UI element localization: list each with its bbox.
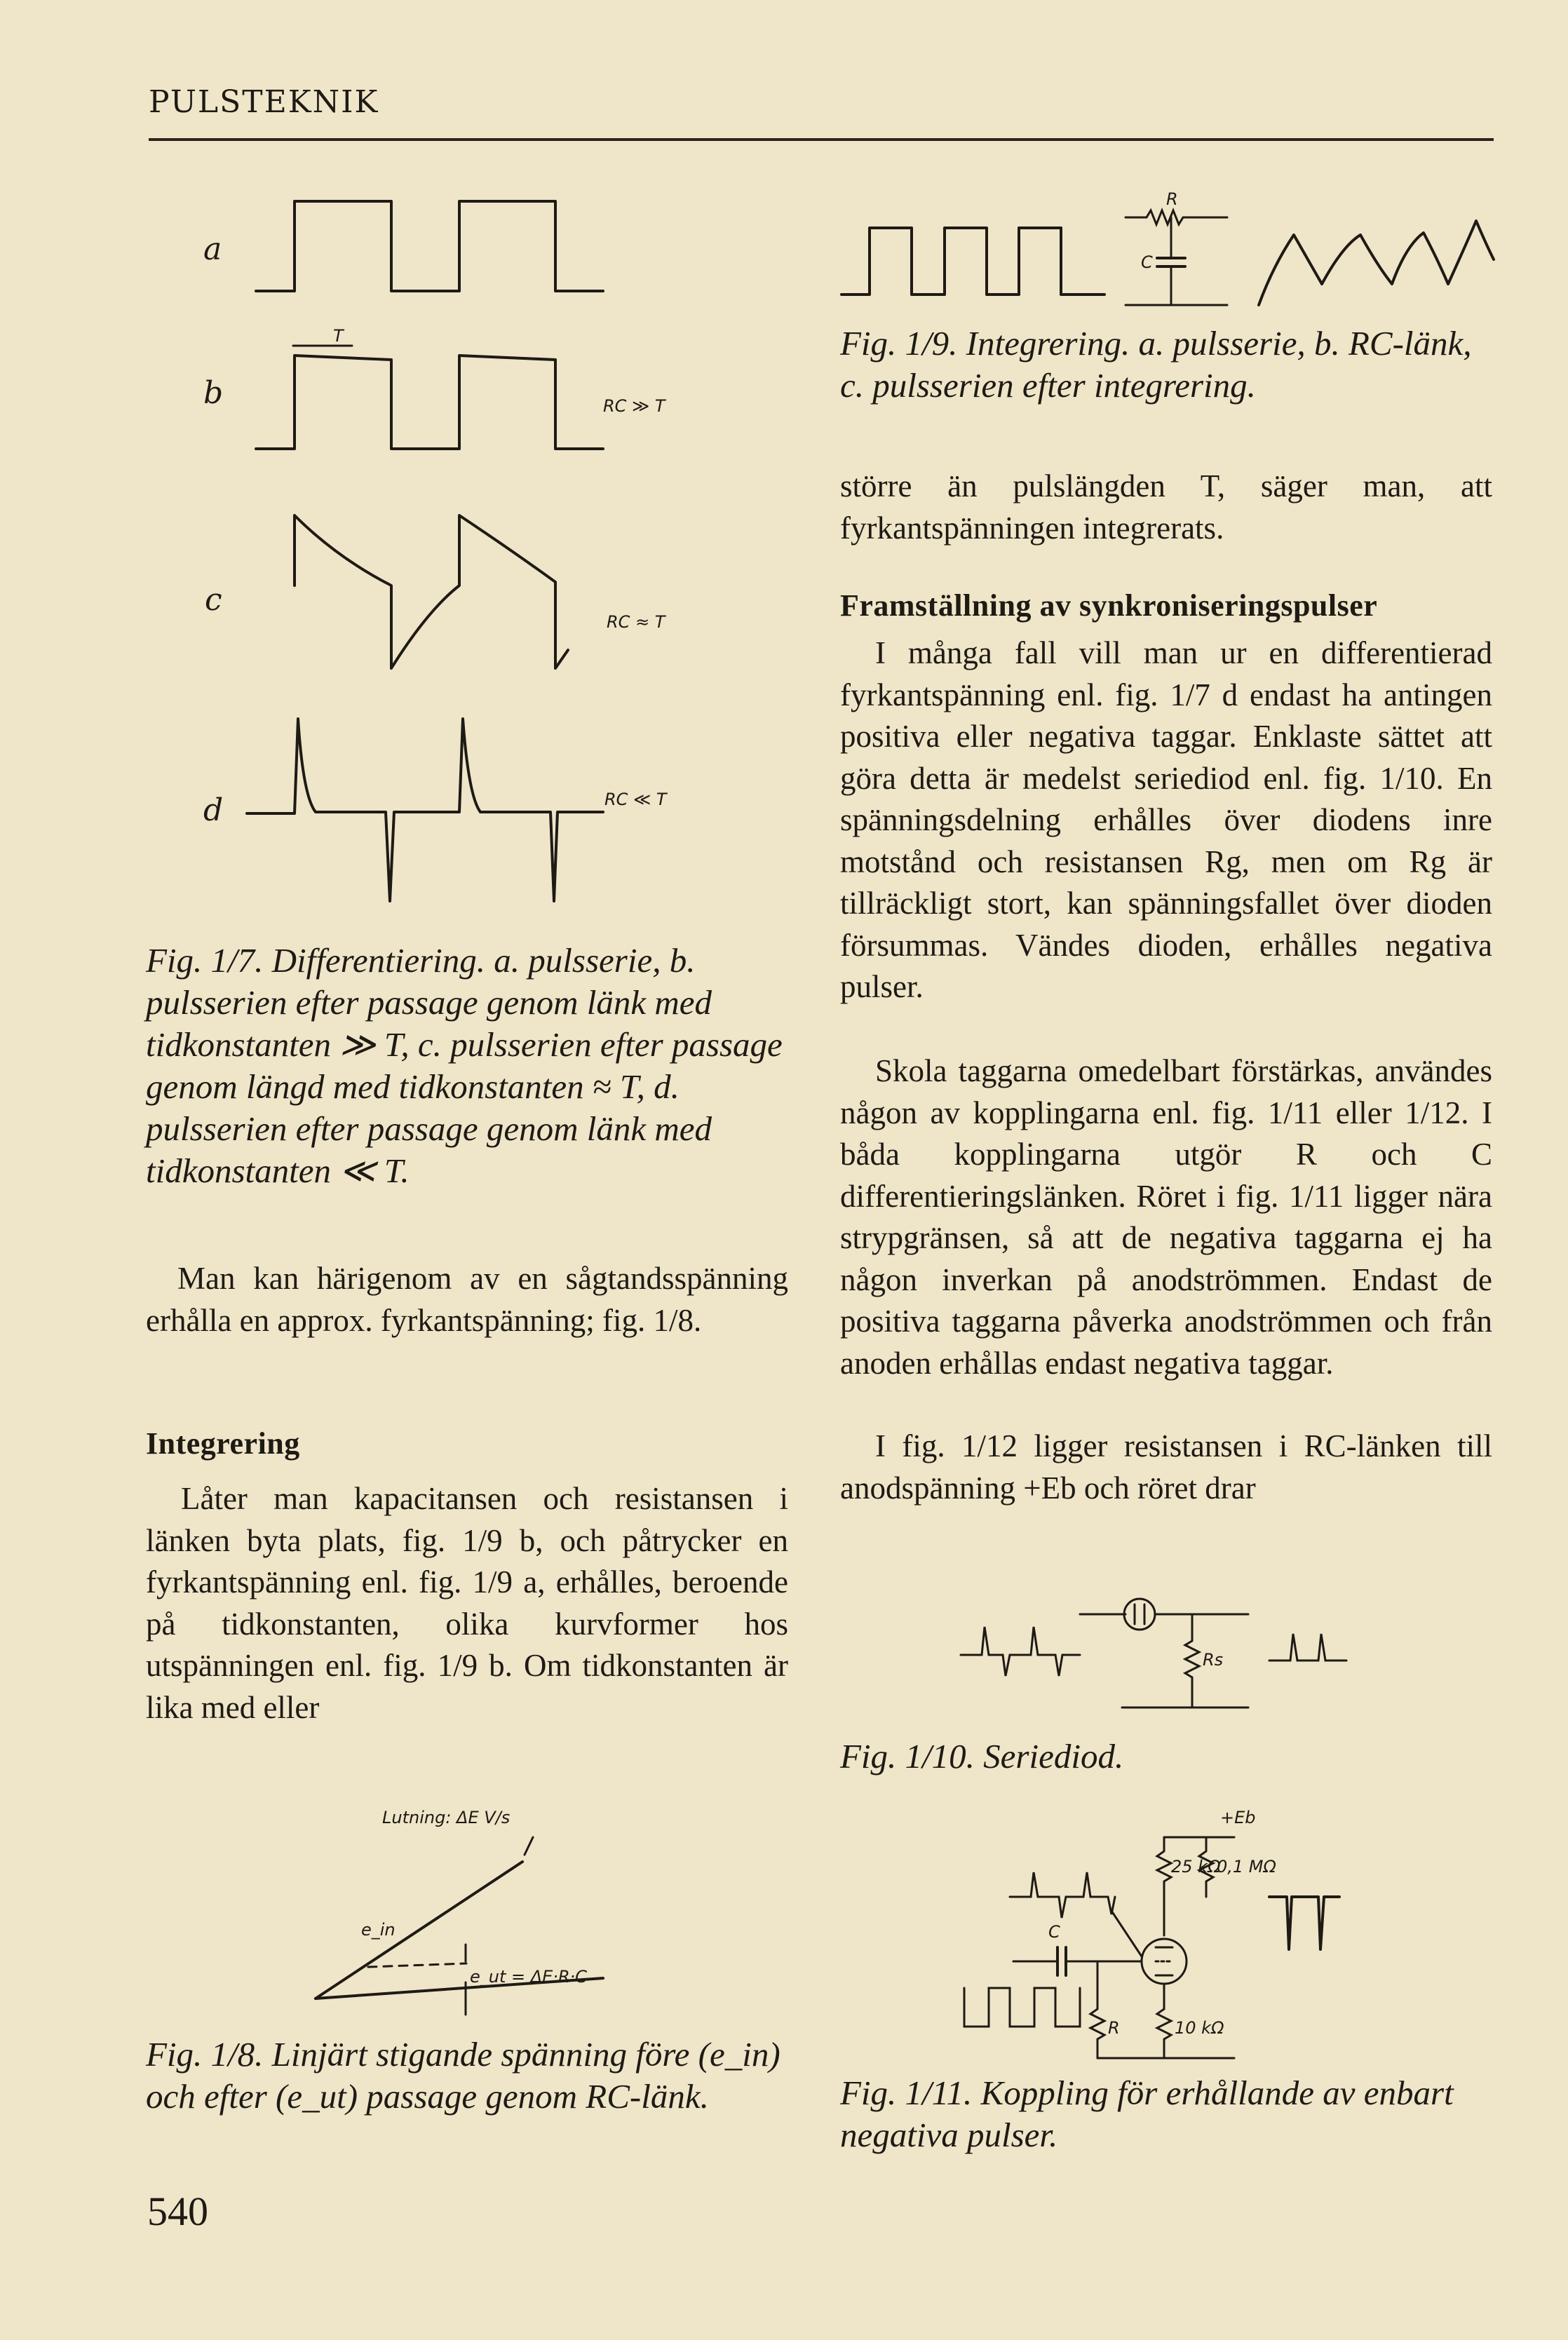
fig19-r-label: R [1166,189,1178,209]
wave-c [295,515,568,668]
fig19-resistor [1126,210,1227,224]
fig111-output-wave [1269,1897,1339,1949]
figure-1-11 [954,1799,1388,2065]
r2-label: 0,1 MΩ [1217,1857,1276,1876]
annotation-rc-much-greater: RC ≫ T [603,396,665,416]
wave-b [256,356,603,449]
heading-synkroniseringspulser: Framställning av synkroniseringspulser [840,588,1378,623]
fig19-caption: Fig. 1/9. Integrering. a. pulsserie, b. RC-länk, c. pulsserien efter integrering. [840,324,1472,405]
running-header: PULSTEKNIK [149,84,379,120]
fig111-input-pulses [964,1988,1080,2027]
period-label: T [333,326,344,346]
rs-resistor [1185,1614,1199,1707]
wave-d [247,719,603,901]
rk-label: 10 kΩ [1175,2018,1224,2038]
left-paragraph-2: Låter man kapacitansen och resistansen i länken byta plats, fig. 1/9 b, och påtrycker en fyrkantspänning enl. fig. 1/9 a, erhålles, beroende på tidkonstanten, olika kurvformer hos utspänningen enl. fig. 1/9 b. Om tidkonstanten är lika med eller [146,1481,788,1725]
figure-1-9 [838,189,1504,316]
right-paragraph-3: Skola taggarna omedelbart förstärkas, användes någon av kopplingarna enl. fig. 1/11 eller 1/12. I båda kopplingarna utgör R och C differentieringslänken. Röret i fig. 1/11 ligger nära strypgränsen, så att de negativa taggarna ej ha någon inverkan på anodströmmen. Endast de positiva taggarna påverka anodströmmen och från anoden erhållas endast negativa taggar. [840,1053,1492,1381]
heading-integrering: Integrering [146,1426,300,1461]
eut-label: e_ut = ΔE·R·C [470,1967,588,1987]
fig18-caption: Fig. 1/8. Linjärt stigande spänning före (e_in) och efter (e_ut) passage genom RC-länk. [146,2035,780,2116]
r-label: R [1108,2018,1120,2038]
r1-resistor [1157,1837,1171,1935]
rs-label: Rs [1203,1650,1224,1670]
fig17-label-c: c [205,582,222,618]
fig110-input-wave [961,1627,1080,1676]
right-paragraph-1: större än pulslängden T, säger man, att fyrkantspänningen integrerats. [840,468,1492,546]
right-paragraph-4: I fig. 1/12 ligger resistansen i RC-länken till anodspänning +Eb och röret drar [840,1428,1492,1506]
annotation-rc-approx: RC ≈ T [607,612,665,632]
rk-resistor [1157,2009,1171,2058]
slope-label: Lutning: ΔE V/s [382,1808,511,1827]
fig111-spikes [1010,1872,1115,1918]
fig17-label-d: d [203,792,224,828]
diode-tube [1124,1599,1155,1630]
figure-1-8 [302,1799,631,2023]
fig17-label-b: b [203,375,224,411]
eb-label: +Eb [1220,1808,1256,1827]
page-number: 540 [147,2189,208,2234]
fig110-caption: Fig. 1/10. Seriediod. [840,1737,1124,1776]
ein-label: e_in [361,1920,396,1940]
fig19-input-pulses [842,228,1104,295]
header-rule [149,138,1494,141]
figure-1-7 [189,179,820,922]
wave-a [256,201,603,291]
c-label: C [1048,1922,1060,1942]
fig17-caption: Fig. 1/7. Differentiering. a. pulsserie, b. pulsserien efter passage genom länk med tidkonstanten ≫ T, c. pulsserien efter passage genom längd med tidkonstanten ≈ T, d. pulsserien efter passage genom länk med tidkonstanten ≪ T. [146,941,783,1190]
fig17-label-a: a [203,231,222,267]
annotation-rc-much-less: RC ≪ T [604,790,667,809]
fig19-c-label: C [1141,252,1153,272]
figure-1-10 [954,1571,1374,1725]
r1-label: 25 kΩ [1171,1857,1221,1876]
fig110-output-wave [1269,1634,1346,1661]
right-paragraph-2: I många fall vill man ur en differentierad fyrkantspänning enl. fig. 1/7 d endast ha antingen positiva eller negativa taggar. Enklaste sättet att göra detta är medelst seriediod enl. fig. 1/10. En spänningsdelning erhålles över diodens inre motstånd och resistansen Rg, men om Rg är tillräckligt stort, kan spänningsfallet över dioden försummas. Vändes dioden, erhålles negativa pulser. [840,635,1492,1004]
fig111-caption: Fig. 1/11. Koppling för erhållande av enbart negativa pulser. [840,2074,1454,2154]
r-resistor [1090,1961,1104,2058]
fig19-output-wave [1259,221,1494,305]
left-paragraph-1: Man kan härigenom av en sågtandsspänning erhålla en approx. fyrkantspänning; fig. 1/8. [146,1261,788,1338]
